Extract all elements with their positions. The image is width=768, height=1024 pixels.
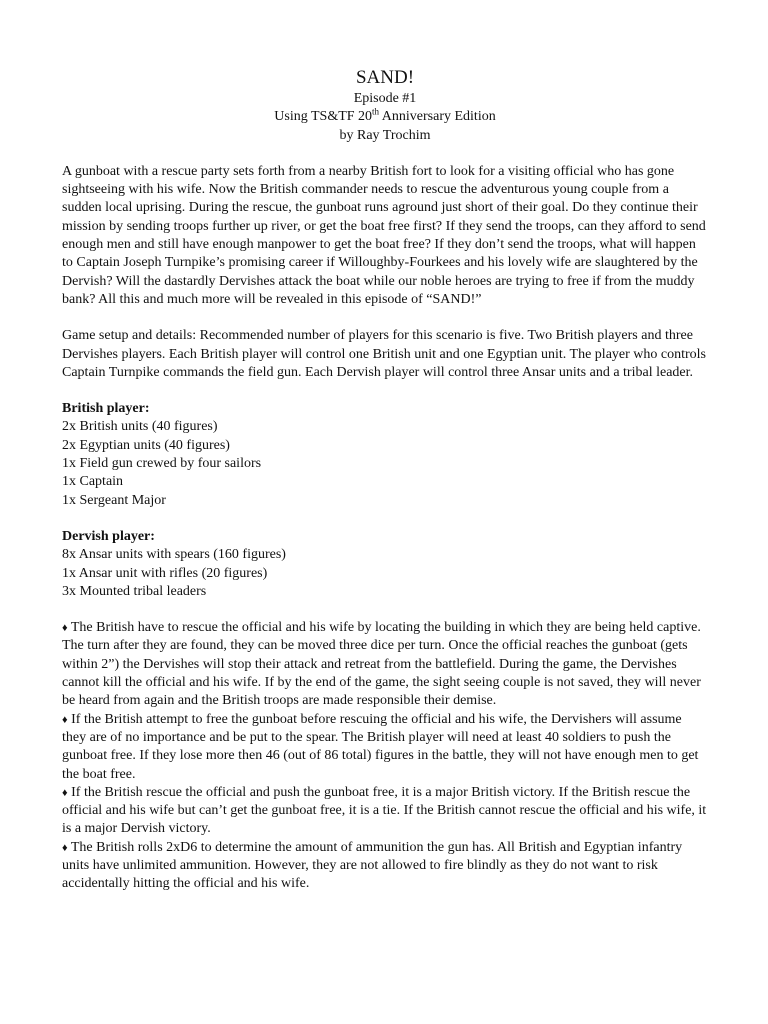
dervish-player-section [62, 528, 708, 601]
diamond-bullet-icon: ♦ [62, 786, 68, 799]
setup-paragraph: Game setup and details: Recommended number of players for this scenario is five. Two British players and three Dervishes players. Each British player will control one British unit and one Egyptian unit. The player who controls Captain Turnpike commands the field gun. Each Dervish player will control three Ansar units and a tribal leader. [62, 328, 706, 380]
dervish-item: 8x Ansar units with spears (160 figures) [62, 547, 286, 563]
rules-section [62, 619, 708, 893]
british-player-section [62, 400, 708, 510]
rule-text: If the British attempt to free the gunboat before rescuing the official and his wife, the Dervishers will assume they are of no importance and be put to the spear. The British player will need at least 40 soldiers to push the gunboat free. If they lose more then 46 (out of 86 total) figures in the battle, they will not have enough men to get the boat free. [62, 711, 699, 782]
edition-line [62, 108, 708, 126]
diamond-bullet-icon: ♦ [62, 841, 68, 854]
rule-item [62, 839, 708, 894]
dervish-item: 3x Mounted tribal leaders [62, 583, 207, 599]
rule-item [62, 619, 708, 710]
dervish-item: 1x Ansar unit with rifles (20 figures) [62, 565, 268, 581]
rule-item [62, 711, 708, 784]
rule-text: If the British rescue the official and push the gunboat free, it is a major British victory. If the British rescue the official and his wife but can’t get the gunboat free, it is a tie. If the British cannot rescue the official and his wife, it is a major Dervish victory. [62, 784, 707, 837]
episode-label: Episode #1 [353, 91, 417, 106]
rule-text: The British rolls 2xD6 to determine the amount of ammunition the gun has. All British and Egyptian infantry units have unlimited ammunition. However, they are not allowed to fire blindly as they do not want to risk accidentally hitting the official and his wife. [62, 839, 683, 892]
british-item: 2x British units (40 figures) [62, 419, 218, 435]
diamond-bullet-icon: ♦ [62, 622, 68, 635]
document-page [62, 66, 708, 894]
rule-text: The British have to rescue the official and his wife by locating the building in which they are being held captive. The turn after they are found, they can be moved three dice per turn. Once the official reaches the gunboat (gets within 2”) the Dervishes will stop their attack and retreat from the battlefield. During the game, the Dervishes cannot kill the official and his wife. If by the end of the game, the sight seeing couple is not saved, they will never be heard from again and the British troops are made responsible their demise. [62, 620, 701, 709]
edition-prefix: Using TS&TF 20 [274, 109, 373, 125]
british-item: 1x Field gun crewed by four sailors [62, 456, 262, 472]
edition-superscript: th [372, 106, 380, 117]
intro-paragraph: A gunboat with a rescue party sets forth from a nearby British fort to look for a visiting official who has gone sightseeing with his wife. Now the British commander needs to rescue the adventurous young couple from a sudden local uprising. During the rescue, the gunboat runs aground just short of their goal. Do they continue their mission by sending troops further up river, or get the boat free first? If they send the troops, can they afford to send enough men and still have enough manpower to get the boat free? If they don’t send the troops, what will happen to Captain Joseph Turnpike’s promising career if Willoughby-Fourkees and his lovely wife are slaughtered by the Dervish? Will the dastardly Dervishes attack the boat while our noble heroes are trying to free if from the muddy bank? All this and much more will be revealed in this episode of “SAND!” [62, 163, 706, 307]
british-player-heading: British player: [62, 401, 150, 417]
document-title: SAND! [355, 67, 415, 88]
diamond-bullet-icon: ♦ [62, 713, 68, 726]
dervish-player-heading: Dervish player: [62, 528, 155, 544]
british-item: 1x Captain [62, 474, 124, 490]
author-line: by Ray Trochim [339, 127, 431, 143]
british-item: 1x Sergeant Major [62, 492, 166, 508]
edition-suffix: Anniversary Edition [379, 109, 496, 125]
rule-item [62, 784, 708, 839]
title-block [62, 66, 708, 145]
british-item: 2x Egyptian units (40 figures) [62, 437, 230, 453]
